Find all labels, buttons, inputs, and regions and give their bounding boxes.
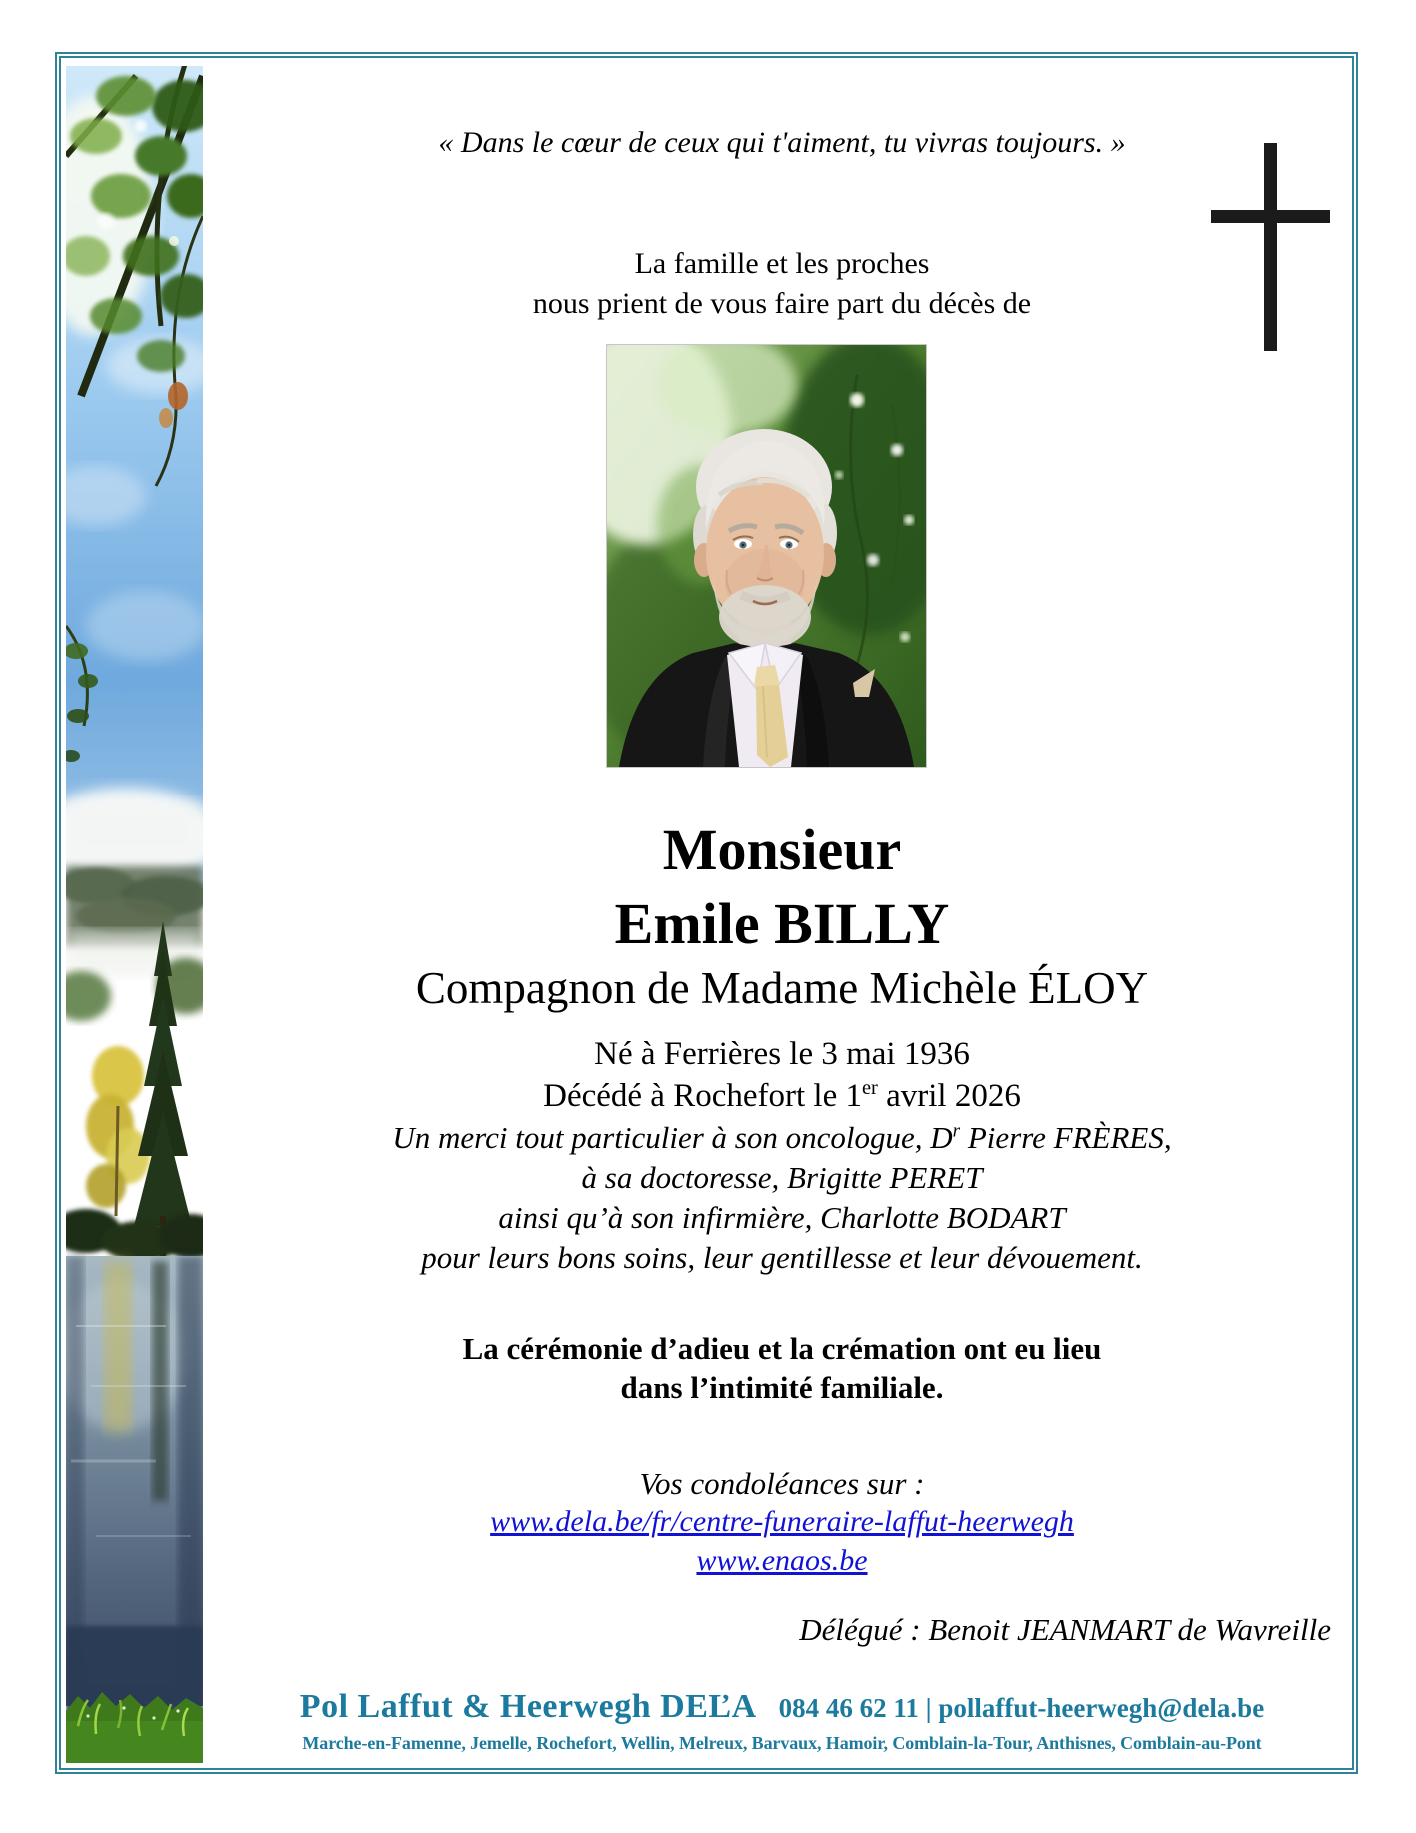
death-line-prefix: Décédé à Rochefort le 1 <box>543 1078 862 1114</box>
death-line <box>203 1078 1361 1115</box>
condolence-link-dela[interactable]: www.dela.be/fr/centre-funeraire-laffut-heerwegh <box>490 1505 1074 1538</box>
portrait-photo <box>607 345 926 767</box>
death-line-suffix: avril 2026 <box>877 1078 1021 1114</box>
thanks-line-1 <box>203 1120 1361 1156</box>
condolence-link-enaos[interactable]: www.enaos.be <box>696 1544 868 1577</box>
thanks-line-4: pour leurs bons soins, leur gentillesse et leur dévouement. <box>421 1240 1143 1275</box>
deceased-title: Monsieur <box>662 817 902 882</box>
funeral-home-email: pollaffut-heerwegh@dela.be <box>938 1693 1265 1723</box>
funeral-home-cities: Marche-en-Famenne, Jemelle, Rochefort, Wellin, Melreux, Barvaux, Hamoir, Comblain-la-Tour, Anthisnes, Comblain-au-Pont <box>302 1733 1262 1753</box>
intro-line-1: La famille et les proches <box>634 247 930 280</box>
deceased-relation: Compagnon de Madame Michèle ÉLOY <box>415 963 1149 1013</box>
funeral-home-footer <box>203 1688 1361 1726</box>
thanks-line-1-sup: r <box>952 1120 961 1142</box>
funeral-home-phone: 084 46 62 11 <box>778 1693 919 1723</box>
thanks-line-2: à sa doctoresse, Brigitte PERET <box>581 1160 983 1195</box>
ceremony-line-2: dans l’intimité familiale. <box>620 1370 944 1405</box>
thanks-line-1-suffix: Pierre FRÈRES, <box>960 1120 1172 1155</box>
death-line-ordinal: er <box>861 1077 878 1099</box>
condolences-link-wrap-1 <box>203 1505 1361 1539</box>
delegate-line: Délégué : Benoit JEANMART de Wavreille <box>799 1612 1331 1647</box>
condolences-label: Vos condoléances sur : <box>639 1466 925 1501</box>
funeral-home-contact <box>779 1693 1265 1724</box>
funeral-home-brand: Pol Laffut & Heerwegh DEĽA <box>299 1688 757 1725</box>
memorial-quote: « Dans le cœur de ceux qui t'aiment, tu vivras toujours. » <box>438 126 1126 159</box>
intro-line-2: nous prient de vous faire part du décès de <box>532 287 1032 320</box>
condolences-link-wrap-2 <box>203 1544 1361 1578</box>
thanks-line-3: ainsi qu’à son infirmière, Charlotte BODART <box>498 1200 1066 1235</box>
thanks-line-1-prefix: Un merci tout particulier à son oncologue, D <box>392 1120 953 1155</box>
ceremony-line-1: La cérémonie d’adieu et la crémation ont eu lieu <box>462 1331 1102 1366</box>
deceased-name: Emile BILLY <box>614 891 950 956</box>
birth-line: Né à Ferrières le 3 mai 1936 <box>594 1036 970 1072</box>
sidebar-nature-photo <box>66 66 203 1763</box>
contact-divider: | <box>925 1693 932 1723</box>
